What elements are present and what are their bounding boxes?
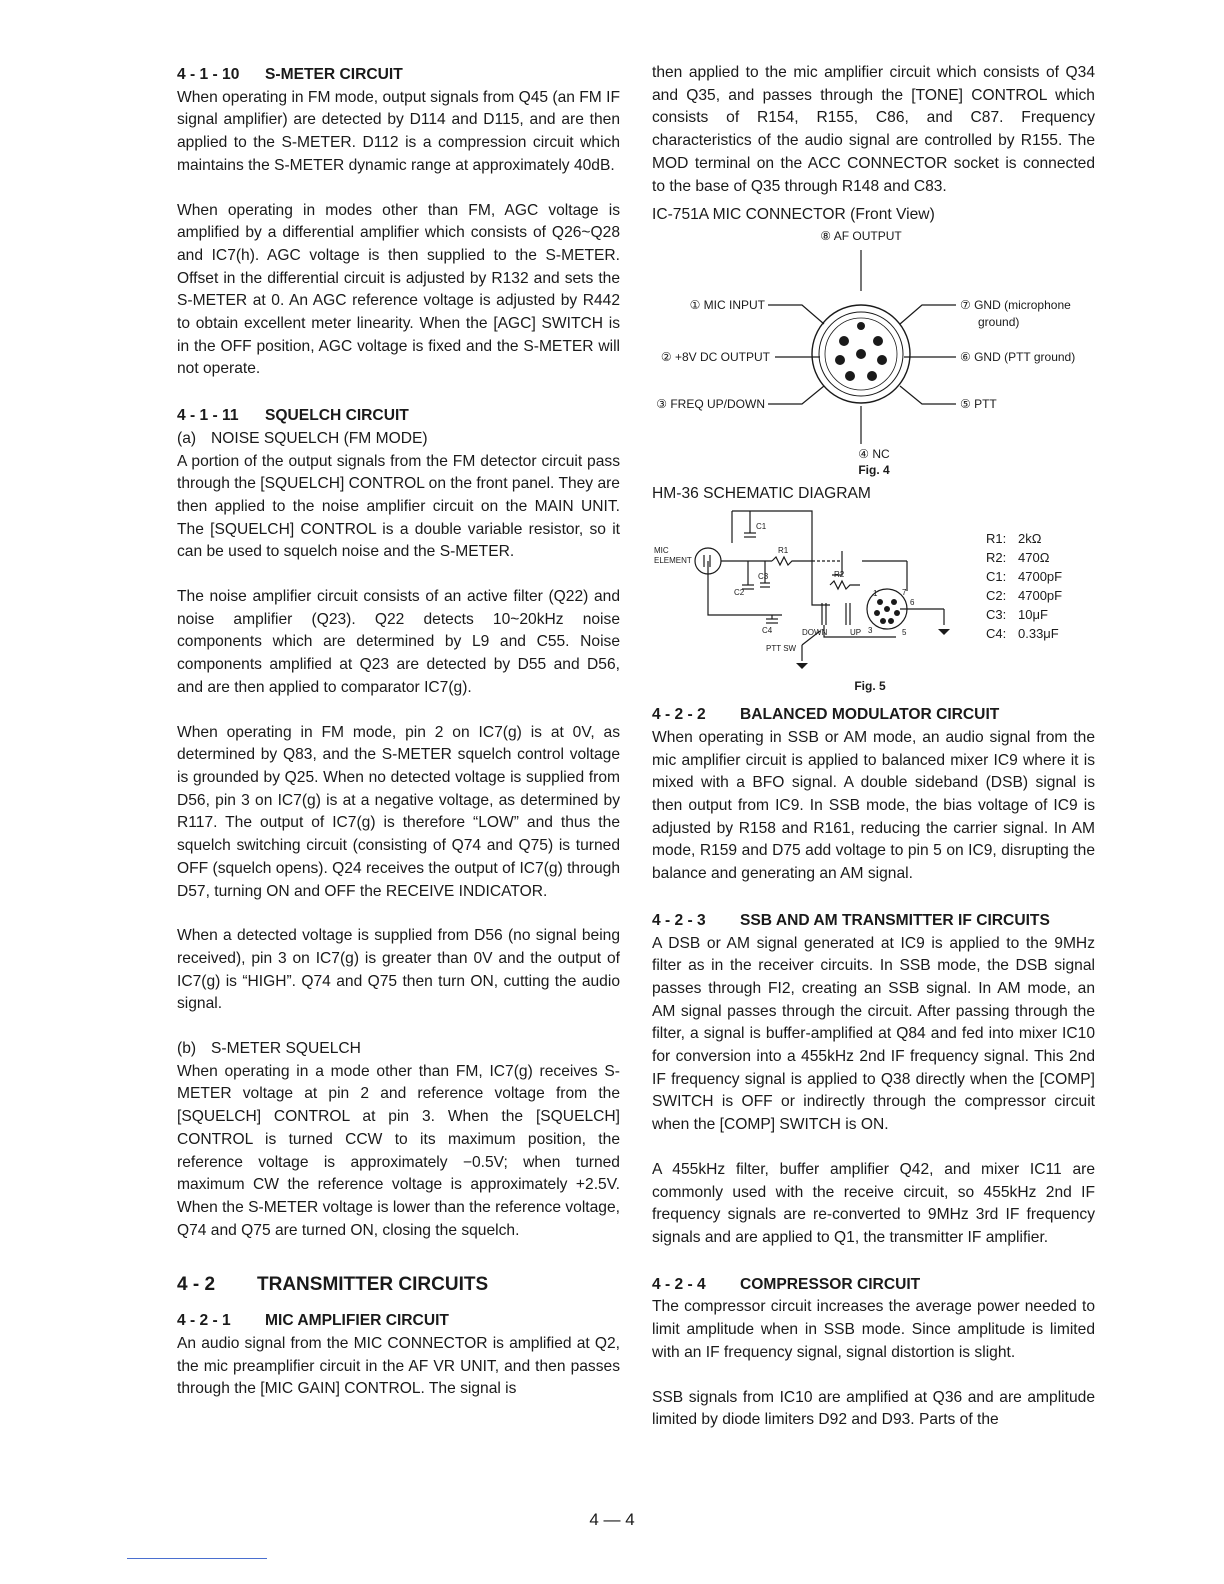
chapter-heading-transmitter <box>177 1272 620 1298</box>
left-column <box>177 62 620 1401</box>
paragraph: When operating in a mode other than FM, IC7(g) receives S-METER voltage at pin 2 and reference voltage from the [SQUELCH] CONTROL at pin 3. When the [SQUELCH] CONTROL is turned CCW to its maximum position, the reference voltage is approximately −0.5V; when turned maximum CW the reference voltage is approximately +2.5V. When the S-METER voltage is lower than the reference voltage, Q74 and Q75 are turned ON, closing the squelch. <box>177 1062 620 1239</box>
pin3-label: ③ FREQ UP/DOWN <box>656 397 765 412</box>
part-value: 470Ω <box>1018 550 1050 566</box>
pin3-num: 3 <box>868 626 873 636</box>
paragraph: A DSB or AM signal generated at IC9 is applied to the 9MHz filter as in the receiver circuits. In SSB mode, the DSB signal passes through FI2, creating an SSB signal. In AM mode, an AM signal passes through the circuit. After passing through the filter, a signal is buffer-amplified at Q84 and fed into mixer IC10 for conversion into a 455kHz 2nd IF frequency signal. This 2nd IF frequency signal is applied to Q38 directly when the [COMP] SWITCH is OFF or indirectly through the compressor circuit when the [COMP] SWITCH is ON. <box>652 934 1095 1134</box>
subheading-s-meter-squelch <box>177 1038 620 1061</box>
part-name: C3: <box>986 607 1007 623</box>
page-number: 4 — 4 <box>589 1510 635 1529</box>
mic-connector-diagram <box>652 226 1095 478</box>
section-title: S-METER CIRCUIT <box>265 66 403 83</box>
part-name: C2: <box>986 588 1007 604</box>
section-heading-mic-amplifier <box>177 1310 620 1333</box>
paragraph: A 455kHz filter, buffer amplifier Q42, and mixer IC11 are commonly used with the receive circuit, so 455kHz 2nd IF frequency signals are re-converted to 9MHz 3rd IF frequency signals and are applied to Q1, the transmitter IF amplifier. <box>652 1160 1095 1246</box>
up-label: UP <box>850 628 862 638</box>
paragraph: The compressor circuit increases the average power needed to limit amplitude when in SSB mode. Since amplitude is limited with an IF frequency signal, signal distortion is slight. <box>652 1298 1095 1361</box>
section-heading-s-meter <box>177 64 620 87</box>
fig5-caption: Fig. 5 <box>854 679 886 694</box>
fig5-title: HM-36 SCHEMATIC DIAGRAM <box>652 485 871 503</box>
paragraph: When operating in modes other than FM, AGC voltage is amplified by a differential amplifier which consists of Q26~Q28 and IC7(h). AGC voltage is then supplied to the S-METER. Offset in the differential circuit is adjusted by R132 and sets the S-METER at 0. An AGC reference voltage is adjusted by R442 to obtain excellent meter linearity. When the [AGC] SWITCH is in the OFF position, AGC voltage is fixed and the S-METER will not operate. <box>177 201 620 378</box>
section-number: 4 - 2 - 3 <box>652 911 706 929</box>
r2-label: R2 <box>834 570 845 580</box>
section-heading-ssb-am-if <box>652 910 1095 933</box>
pin2-label: ② +8V DC OUTPUT <box>660 350 770 365</box>
ptt-sw-label: PTT SW <box>766 644 797 654</box>
section-number: 4 - 2 - 4 <box>652 1275 706 1293</box>
c2-label: C2 <box>734 588 745 598</box>
section-number: 4 - 1 - 11 <box>177 407 239 425</box>
c4-label: C4 <box>762 626 773 636</box>
section-title: COMPRESSOR CIRCUIT <box>740 1275 921 1293</box>
fig4-caption: Fig. 4 <box>858 463 890 478</box>
part-value: 4700pF <box>1018 588 1063 604</box>
section-heading-balanced-modulator <box>652 704 1095 727</box>
subheading-label: (b) <box>177 1040 197 1058</box>
pin6-num: 6 <box>910 598 915 608</box>
pin5-num: 5 <box>902 628 907 638</box>
section-title: BALANCED MODULATOR CIRCUIT <box>740 706 1000 724</box>
paragraph: An audio signal from the MIC CONNECTOR is amplified at Q2, the mic preamplifier circuit in the AF VR UNIT, and then passes through the [MIC GAIN] CONTROL. The signal is <box>177 1335 620 1398</box>
section-title: MIC AMPLIFIER CIRCUIT <box>265 1312 449 1330</box>
c3-label: C3 <box>758 572 769 582</box>
c1-label: C1 <box>756 522 767 532</box>
subheading-label: (a) <box>177 429 197 447</box>
pin7-label-cont: ground) <box>978 315 1020 330</box>
section-title: SQUELCH CIRCUIT <box>265 407 409 425</box>
paragraph: A portion of the output signals from the FM detector circuit pass through the [SQUELCH] CONTROL on the front panel. They are then applied to the noise amplifier circuit on the MAIN UNIT. The [SQUELCH] CONTROL is a double variable resistor, so it can be used to squelch noise and the S-METER. <box>177 452 620 561</box>
pin8-label: ⑧ AF OUTPUT <box>820 229 902 244</box>
right-column <box>652 62 1095 1432</box>
subheading-text: NOISE SQUELCH (FM MODE) <box>211 429 428 447</box>
pin7-label: ⑦ GND (microphone <box>960 298 1071 313</box>
section-heading-squelch <box>177 405 620 428</box>
subheading-noise-squelch <box>177 428 620 451</box>
part-name: C1: <box>986 569 1007 585</box>
subheading-text: S-METER SQUELCH <box>211 1040 361 1058</box>
part-value: 0.33μF <box>1018 626 1059 642</box>
pin6-label: ⑥ GND (PTT ground) <box>960 350 1076 365</box>
paragraph: When a detected voltage is supplied from D56 (no signal being received), pin 3 on IC7(g) is greater than 0V and the output of IC7(g) is “HIGH”. Q74 and Q75 then turn ON, cutting the audio signal. <box>177 927 620 1013</box>
section-number: 4 - 1 - 10 <box>177 66 240 83</box>
chapter-title: TRANSMITTER CIRCUITS <box>257 1274 489 1296</box>
paragraph: The noise amplifier circuit consists of an active filter (Q22) and noise amplifier (Q23). Q22 detects 10~20kHz noise components which are determined by L9 and C55. Noise components amplified at Q23 are detected by D55 and D56, and are then applied to comparator IC7(g). <box>177 588 620 696</box>
section-number: 4 - 2 - 1 <box>177 1312 231 1330</box>
paragraph: When operating in FM mode, pin 2 on IC7(g) is at 0V, as determined by Q83, and the S-METER squelch control voltage is grounded by Q25. When no detected voltage is supplied from D56, pin 3 on IC7(g) is at a negative voltage, as determined by R117. The output of IC7(g) is therefore “LOW” and thus the squelch switching circuit (consisting of Q74 and Q75) is turned OFF (squelch opens). Q24 receives the output of IC7(g) through D57, turning ON and OFF the RECEIVE INDICATOR. <box>177 723 620 900</box>
pin4-label: ④ NC <box>858 447 890 462</box>
pin5-label: ⑤ PTT <box>960 397 997 412</box>
part-name: C4: <box>986 626 1007 642</box>
part-value: 2kΩ <box>1018 531 1042 547</box>
hm36-schematic <box>652 505 1095 697</box>
footer-rule <box>127 1558 267 1559</box>
paragraph: When operating in FM mode, output signals from Q45 (an FM IF signal amplifier) are detected by D114 and D115, and are then applied to the S-METER. D112 is a compression circuit which maintains the S-METER dynamic range at approximately 40dB. <box>177 88 620 174</box>
part-name: R2: <box>986 550 1007 566</box>
paragraph: SSB signals from IC10 are amplified at Q36 and are amplitude limited by diode limiters D92 and D93. Parts of the <box>652 1388 1095 1429</box>
paragraph: When operating in SSB or AM mode, an audio signal from the mic amplifier circuit is applied to balanced mixer IC9 where it is mixed with a BFO signal. A double sideband (DSB) signal is then output from IC9. In SSB mode, the bias voltage of IC9 is adjusted by R158 and R161, reducing the carrier signal. In AM mode, R159 and D75 add voltage to pin 5 on IC9, disrupting the balance and generating an AM signal. <box>652 728 1095 883</box>
fig4-title: IC-751A MIC CONNECTOR (Front View) <box>652 206 935 224</box>
r1-label: R1 <box>778 546 789 556</box>
part-value: 10μF <box>1018 607 1048 623</box>
pin1-label: ① MIC INPUT <box>689 298 765 313</box>
chapter-number: 4 - 2 <box>177 1274 216 1296</box>
mic-label: MIC <box>654 546 669 556</box>
section-title: SSB AND AM TRANSMITTER IF CIRCUITS <box>740 911 1050 929</box>
part-name: R1: <box>986 531 1007 547</box>
section-heading-compressor <box>652 1274 1095 1297</box>
element-label: ELEMENT <box>654 556 692 566</box>
paragraph: then applied to the mic amplifier circuit which consists of Q34 and Q35, and passes through the [TONE] CONTROL which consists of R154, R155, C86, and C87. Frequency characteristics of the audio signal are controlled by R155. The MOD terminal on the ACC CONNECTOR socket is connected to the base of Q35 through R148 and C83. <box>652 64 1095 195</box>
pin1-num: 1 <box>873 589 878 599</box>
pin7-num: 7 <box>902 588 907 598</box>
part-value: 4700pF <box>1018 569 1063 585</box>
section-number: 4 - 2 - 2 <box>652 706 706 724</box>
down-label: DOWN <box>802 628 828 638</box>
